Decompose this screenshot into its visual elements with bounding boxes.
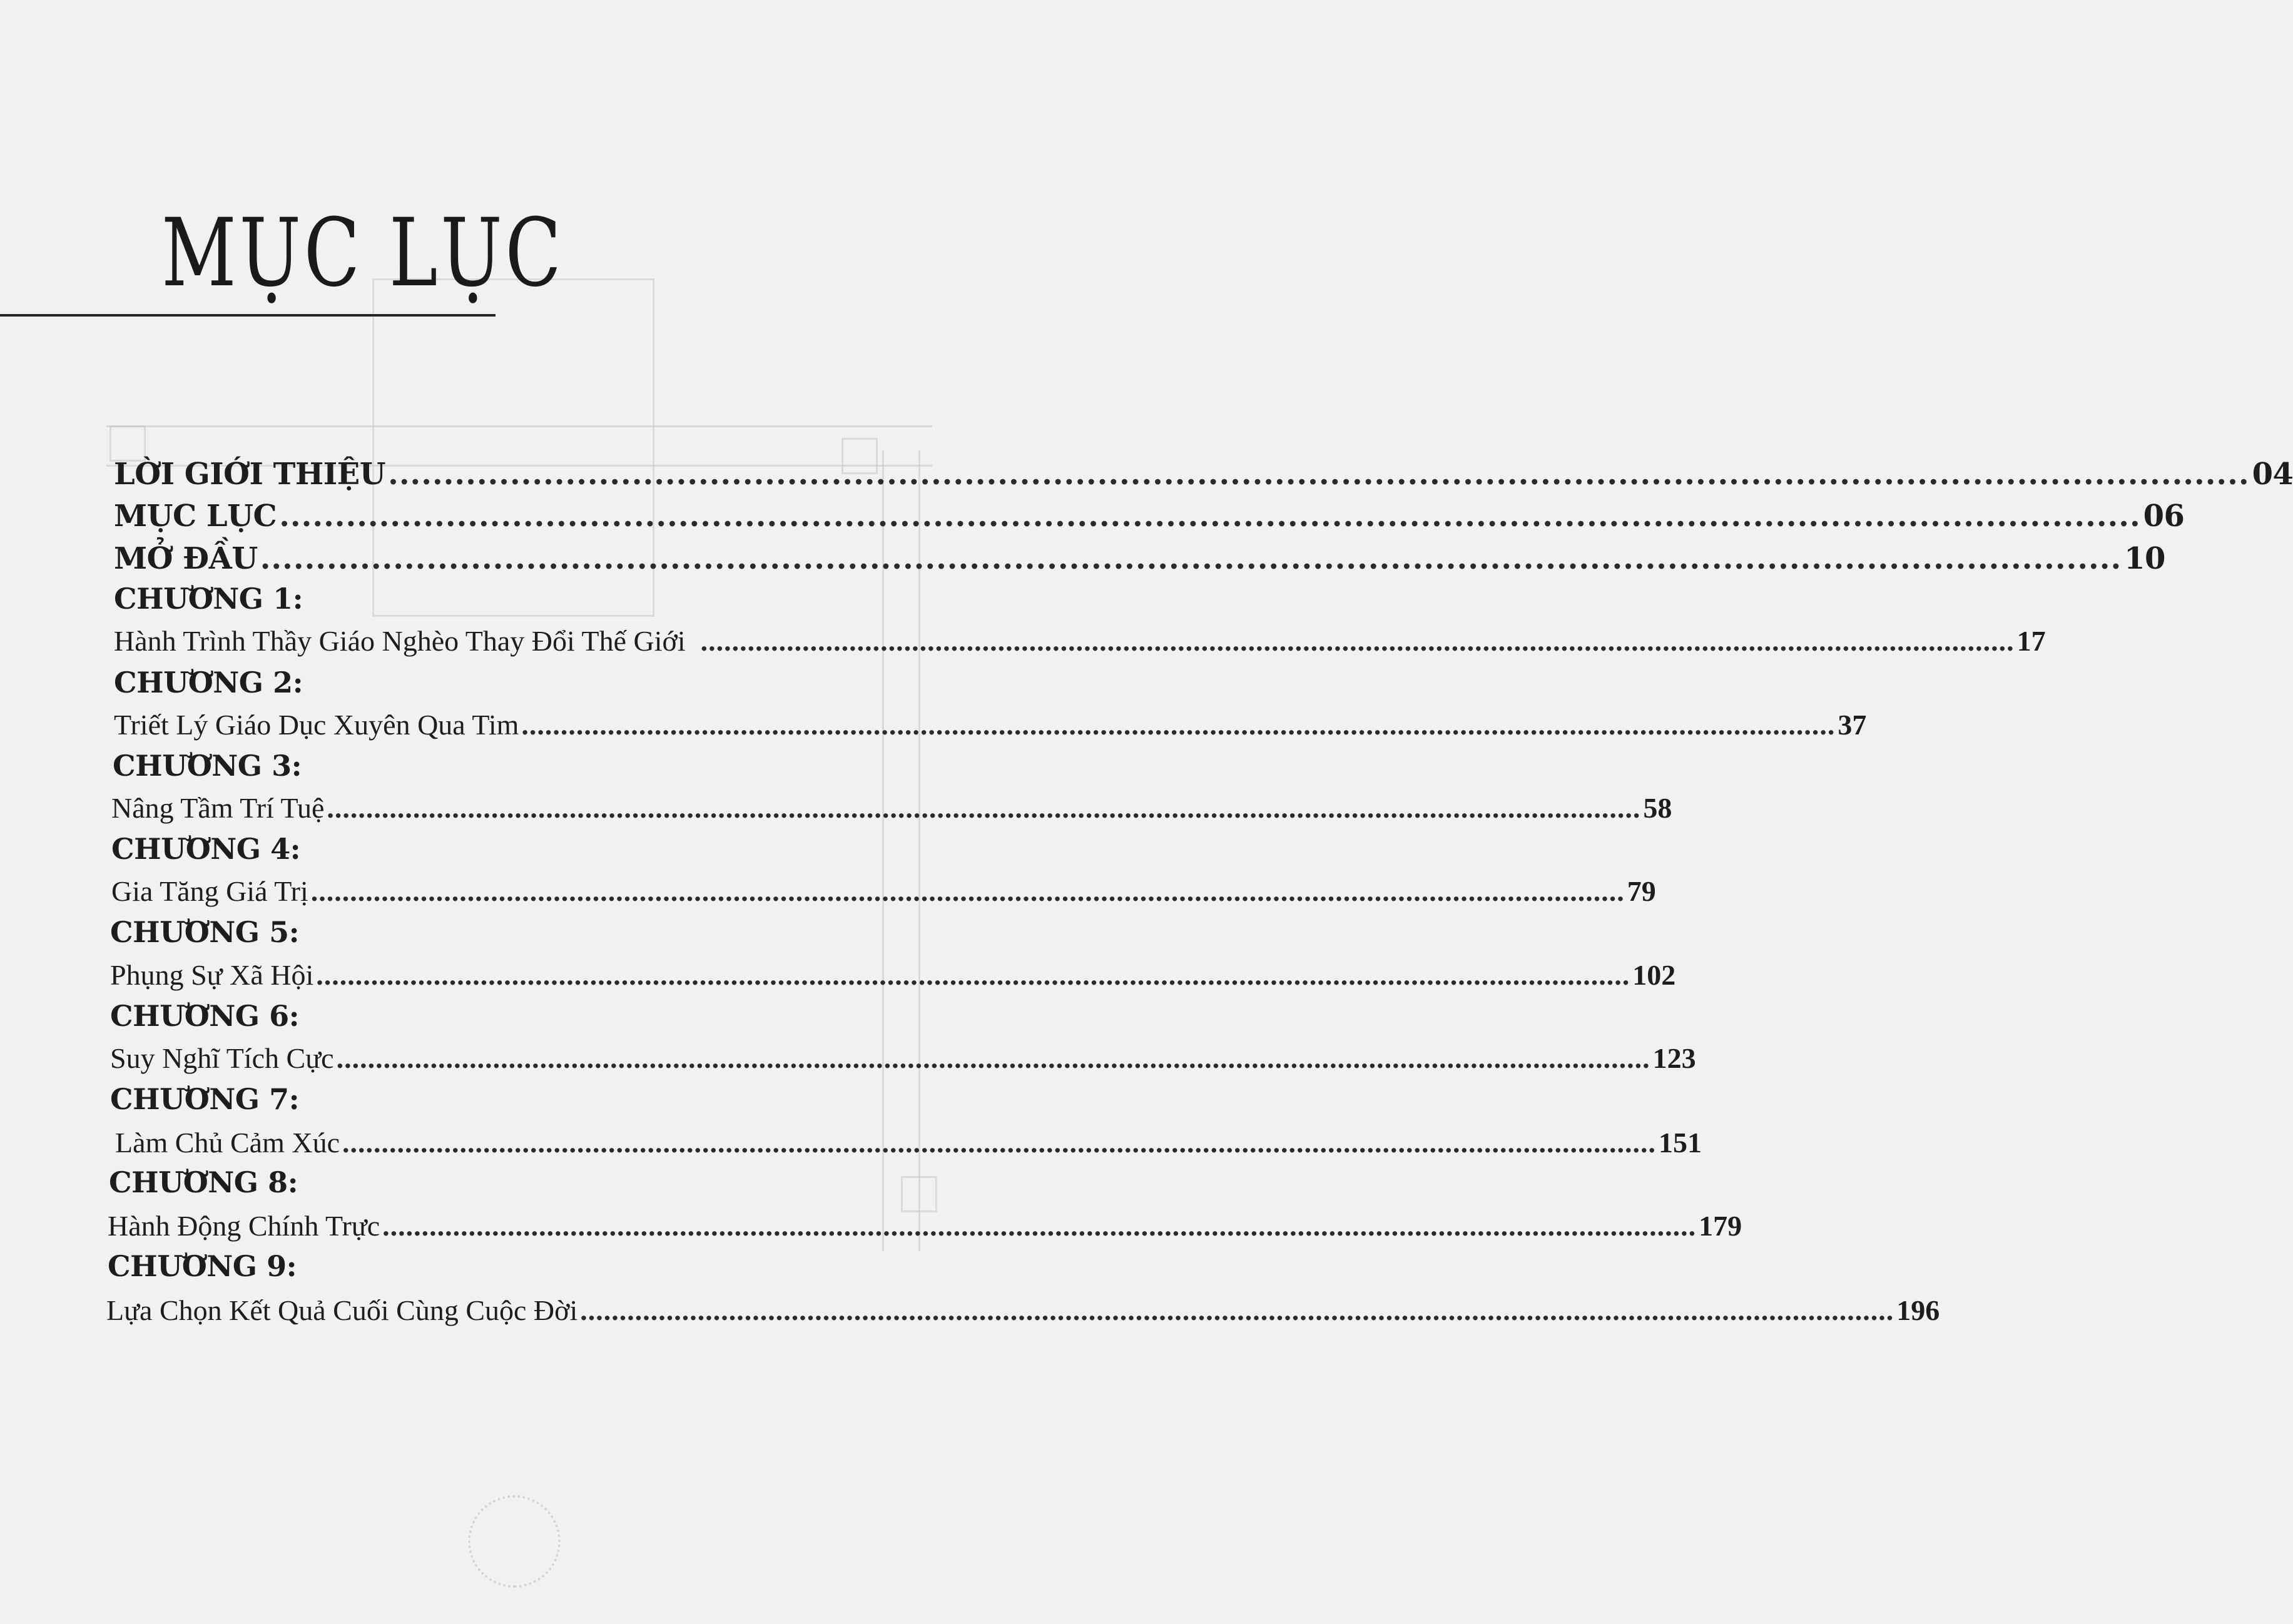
toc-entry-page: 06 bbox=[2143, 499, 2185, 534]
chapter-heading: CHƯƠNG 5: bbox=[110, 915, 300, 949]
dot-leader: ........................................................................................................................................................................ bbox=[310, 875, 1625, 907]
toc-entry-label: MỞ ĐẦU bbox=[114, 541, 258, 576]
chapter-title: Lựa Chọn Kết Quả Cuối Cùng Cuộc Đời bbox=[106, 1294, 578, 1326]
chapter-title: Gia Tăng Giá Trị bbox=[111, 875, 308, 907]
dot-leader: ........................................................................................................................................................................ bbox=[342, 1127, 1656, 1159]
chapter-entry bbox=[114, 708, 1867, 741]
chapter-page: 58 bbox=[1643, 792, 1672, 824]
chapter-title: Làm Chủ Cảm Xúc bbox=[115, 1127, 340, 1159]
chapter-heading: CHƯƠNG 4: bbox=[111, 832, 301, 866]
chapter-title: Hành Động Chính Trực bbox=[108, 1210, 380, 1242]
page-title: MỤC LỤC bbox=[161, 199, 564, 308]
toc-entry-label: MỤC LỤC bbox=[114, 499, 277, 534]
chapter-heading: CHƯƠNG 6: bbox=[110, 999, 300, 1033]
chapter-page: 102 bbox=[1632, 959, 1676, 991]
toc-entry-page: 10 bbox=[2124, 541, 2165, 576]
toc-entry bbox=[114, 499, 2185, 534]
bleed-through-page-ornament bbox=[468, 1495, 561, 1588]
chapter-heading: CHƯƠNG 9: bbox=[108, 1249, 297, 1283]
dot-leader: ........................................................................................................................................................................ bbox=[382, 1210, 1697, 1242]
chapter-entry bbox=[106, 1294, 1940, 1327]
chapter-page: 151 bbox=[1659, 1127, 1702, 1159]
bleed-through-ornament bbox=[901, 1176, 937, 1212]
dot-leader: ........................................................................................................................................................................ bbox=[700, 625, 2015, 657]
dot-leader: ........................................................................................................................................................................ bbox=[580, 1294, 1894, 1326]
chapter-entry bbox=[110, 958, 1676, 992]
chapter-heading: CHƯƠNG 8: bbox=[109, 1165, 298, 1199]
dot-leader: ........................................................................................................................................................................ bbox=[327, 792, 1641, 824]
chapter-entry bbox=[111, 791, 1672, 825]
chapter-title: Hành Trình Thầy Giáo Nghèo Thay Đổi Thế Giới bbox=[114, 625, 686, 657]
chapter-title: Triết Lý Giáo Dục Xuyên Qua Tim bbox=[114, 709, 519, 741]
chapter-heading: CHƯƠNG 3: bbox=[113, 749, 302, 783]
toc-entry-label: LỜI GIỚI THIỆU bbox=[114, 457, 386, 492]
dot-leader: ........................................................................................................................................................................ bbox=[279, 499, 2141, 534]
chapter-page: 123 bbox=[1652, 1042, 1696, 1074]
dot-leader: ........................................................................................................................................................................ bbox=[388, 457, 2250, 492]
chapter-page: 79 bbox=[1627, 875, 1656, 907]
chapter-page: 196 bbox=[1896, 1294, 1940, 1326]
chapter-heading: CHƯƠNG 7: bbox=[110, 1082, 300, 1116]
dot-leader: ........................................................................................................................................................................ bbox=[336, 1042, 1650, 1074]
chapter-entry bbox=[111, 875, 1656, 908]
chapter-title: Phụng Sự Xã Hội bbox=[110, 959, 314, 991]
dot-leader: ........................................................................................................................................................................ bbox=[521, 709, 1836, 741]
chapter-entry bbox=[108, 1209, 1742, 1242]
chapter-page: 17 bbox=[2016, 625, 2046, 657]
chapter-heading: CHƯƠNG 1: bbox=[114, 582, 303, 616]
title-underline bbox=[0, 314, 496, 317]
chapter-page: 37 bbox=[1838, 709, 1867, 741]
chapter-heading: CHƯƠNG 2: bbox=[114, 666, 303, 699]
toc-entry-page: 04 bbox=[2252, 457, 2293, 492]
dot-leader: ........................................................................................................................................................................ bbox=[316, 959, 1630, 991]
chapter-title: Suy Nghĩ Tích Cực bbox=[110, 1042, 334, 1074]
chapter-title: Nâng Tầm Trí Tuệ bbox=[111, 792, 325, 824]
toc-entry bbox=[114, 457, 2293, 492]
toc-entry bbox=[114, 541, 2165, 576]
chapter-page: 179 bbox=[1699, 1210, 1742, 1242]
chapter-entry bbox=[115, 1126, 1702, 1159]
chapter-entry bbox=[114, 624, 2046, 657]
chapter-entry bbox=[110, 1042, 1696, 1075]
dot-leader: ........................................................................................................................................................................ bbox=[260, 541, 2122, 576]
